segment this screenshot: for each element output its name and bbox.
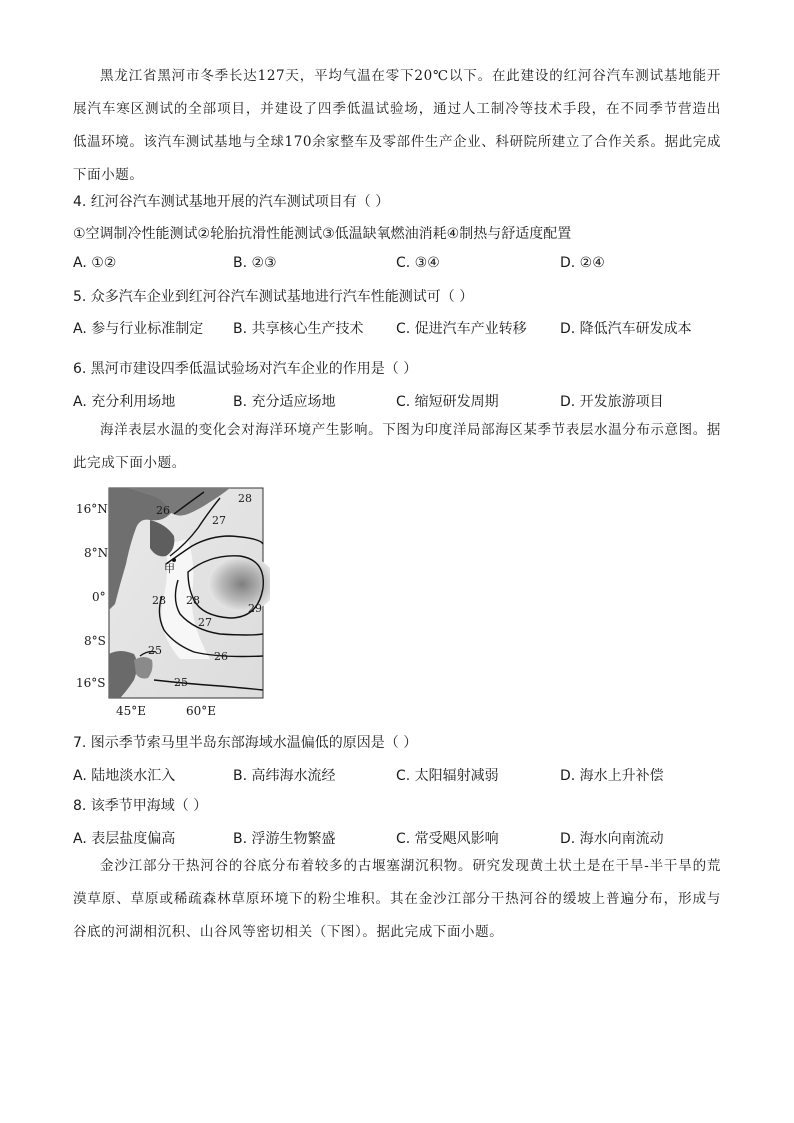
isotherm-label: 28 — [152, 594, 166, 607]
isotherm-label: 27 — [212, 514, 226, 527]
lat-label-16s: 16°S — [76, 676, 106, 690]
point-jia-label: 甲 — [164, 562, 175, 575]
option-d[interactable]: D. 海水向南流动 — [560, 831, 664, 847]
option-d[interactable]: D. ②④ — [560, 255, 605, 271]
option-a[interactable]: A. 参与行业标准制定 — [73, 321, 204, 337]
question-8-stem: 8. 该季节甲海域（ ） — [73, 798, 208, 814]
isotherm-label: 26 — [214, 650, 228, 663]
isotherm-label: 29 — [248, 602, 262, 615]
question-5-options — [73, 318, 733, 338]
lon-label-60e: 60°E — [186, 704, 217, 718]
question-5-stem: 5. 众多汽车企业到红河谷汽车测试基地进行汽车性能测试可（ ） — [73, 289, 474, 305]
option-b[interactable]: B. 浮游生物繁盛 — [233, 831, 336, 847]
option-a[interactable]: A. 充分利用场地 — [73, 394, 176, 410]
isotherm-label: 28 — [186, 594, 200, 607]
option-a[interactable]: A. 陆地淡水汇入 — [73, 768, 176, 784]
option-c[interactable]: C. 太阳辐射减弱 — [396, 768, 499, 784]
option-c[interactable]: C. ③④ — [396, 255, 440, 271]
isotherm-label: 27 — [198, 616, 212, 629]
question-7-options — [73, 765, 733, 785]
lat-label-0: 0° — [92, 590, 106, 604]
option-d[interactable]: D. 降低汽车研发成本 — [560, 321, 692, 337]
lon-label-45e: 45°E — [116, 704, 147, 718]
option-b[interactable]: B. 充分适应场地 — [233, 394, 336, 410]
isotherm-label: 25 — [174, 676, 188, 689]
question-4-stem: 4. 红河谷汽车测试基地开展的汽车测试项目有（ ） — [73, 194, 390, 210]
lat-label-8n: 8°N — [84, 546, 109, 560]
question-4-items: ①空调制冷性能测试②轮胎抗滑性能测试③低温缺氧燃油消耗④制热与舒适度配置 — [73, 226, 572, 242]
question-6-options — [73, 391, 733, 411]
lat-label-16n: 16°N — [76, 502, 108, 516]
option-b[interactable]: B. ②③ — [233, 255, 277, 271]
isotherm-label: 26 — [156, 504, 170, 517]
lat-label-8s: 8°S — [84, 634, 106, 648]
question-4-options — [73, 255, 733, 275]
sea-temperature-map — [70, 484, 270, 724]
option-c[interactable]: C. 缩短研发周期 — [396, 394, 499, 410]
option-c[interactable]: C. 促进汽车产业转移 — [396, 321, 527, 337]
isotherm-label: 25 — [148, 644, 162, 657]
isotherm-label: 28 — [238, 492, 252, 505]
question-8-options — [73, 828, 733, 848]
option-a[interactable]: A. 表层盐度偏高 — [73, 831, 176, 847]
option-c[interactable]: C. 常受飓风影响 — [396, 831, 499, 847]
passage-indian-ocean: 海洋表层水温的变化会对海洋环境产生影响。下图为印度洋局部海区某季节表层水温分布示意图。据此完成下面小题。 — [73, 422, 721, 471]
question-6-stem: 6. 黑河市建设四季低温试验场对汽车企业的作用是（ ） — [73, 361, 418, 377]
question-7-stem: 7. 图示季节索马里半岛东部海域水温偏低的原因是（ ） — [73, 735, 418, 751]
option-b[interactable]: B. 共享核心生产技术 — [233, 321, 364, 337]
option-b[interactable]: B. 高纬海水流经 — [233, 768, 336, 784]
passage-heihe: 黑龙江省黑河市冬季长达127天，平均气温在零下20℃以下。在此建设的红河谷汽车测试基地能开展汽车寒区测试的全部项目，并建设了四季低温试验场，通过人工制冷等技术手段，在不同季节营造出低温环境。该汽车测试基地与全球170余家整车及零部件生产企业、科研院所建立了合作关系。据此完成下面小题。 — [73, 68, 721, 183]
map-canvas — [70, 484, 270, 724]
passage-jinsha-river: 金沙江部分干热河谷的谷底分布着较多的古堰塞湖沉积物。研究发现黄土状土是在干旱-半干旱的荒漠草原、草原或稀疏森林草原环境下的粉尘堆积。其在金沙江部分干热河谷的缓坡上普遍分布，形成与谷底的河湖相沉积、山谷风等密切相关（下图）。据此完成下面小题。 — [73, 858, 721, 940]
option-d[interactable]: D. 海水上升补偿 — [560, 768, 664, 784]
option-d[interactable]: D. 开发旅游项目 — [560, 394, 664, 410]
option-a[interactable]: A. ①② — [73, 255, 117, 271]
